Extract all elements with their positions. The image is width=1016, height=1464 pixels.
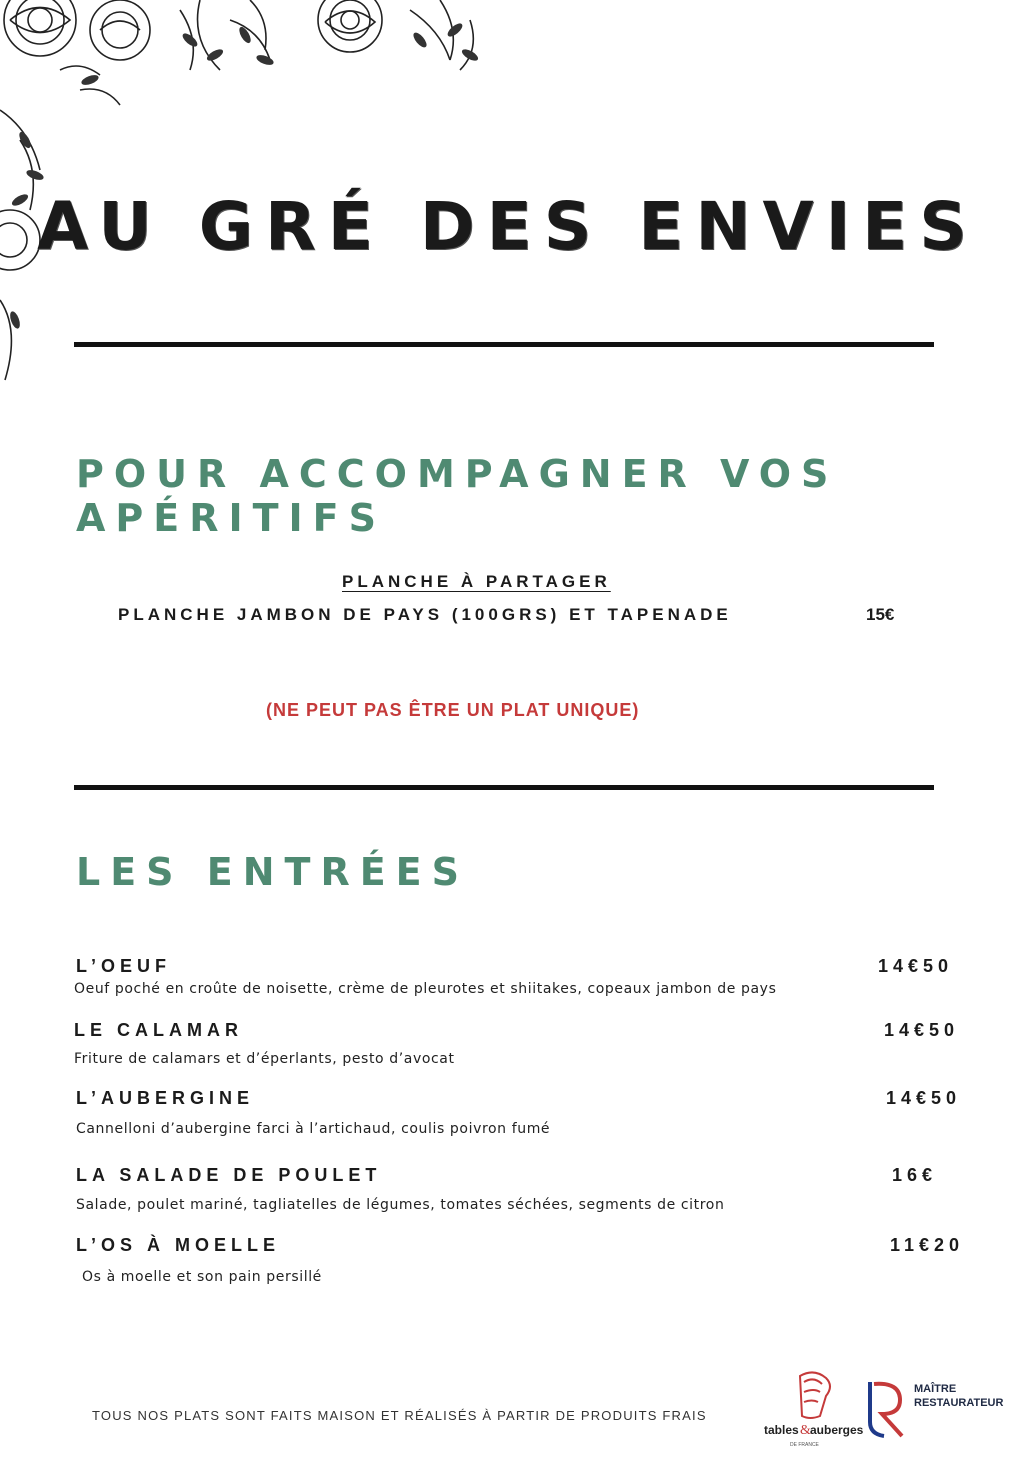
item-description: Cannelloni d’aubergine farci à l’artichaud, coulis poivron fumé: [76, 1121, 551, 1137]
item-name: L’OS À MOELLE: [76, 1235, 281, 1255]
item-price: 11€20: [890, 1235, 965, 1255]
tables-auberges-logo-icon: [760, 1368, 864, 1452]
item-price: 14€50: [878, 956, 954, 976]
item-price: 14€50: [884, 1020, 960, 1040]
svg-text:tables: tables: [764, 1423, 799, 1437]
divider: [74, 785, 934, 790]
planche-heading: PLANCHE À PARTAGER: [342, 572, 611, 591]
page-title: AU GRÉ DES ENVIES: [37, 188, 979, 265]
svg-text:auberges: auberges: [810, 1423, 864, 1437]
section-title-aperitifs: POUR ACCOMPAGNER VOS APÉRITIFS: [76, 452, 839, 540]
item-description: Oeuf poché en croûte de noisette, crème de pleurotes et shiitakes, copeaux jambon de pays: [74, 981, 777, 997]
section-title-entrees: LES ENTRÉES: [76, 850, 469, 894]
maitre-restaurateur-label: MAÎTRE RESTAURATEUR: [914, 1383, 1004, 1409]
footer-note: TOUS NOS PLATS SONT FAITS MAISON ET RÉALISÉS À PARTIR DE PRODUITS FRAIS: [92, 1408, 707, 1423]
item-description: Os à moelle et son pain persillé: [82, 1269, 322, 1285]
warning-note: (NE PEUT PAS ÊTRE UN PLAT UNIQUE): [266, 700, 640, 720]
divider: [74, 342, 934, 347]
item-description: Salade, poulet mariné, tagliatelles de légumes, tomates séchées, segments de citron: [76, 1197, 725, 1213]
svg-text:&: &: [800, 1423, 811, 1438]
planche-item-price: 15€: [866, 605, 895, 624]
svg-text:DE FRANCE: DE FRANCE: [790, 1442, 819, 1448]
item-name: LA SALADE DE POULET: [76, 1165, 382, 1185]
maitre-restaurateur-logo-icon: [866, 1380, 906, 1438]
item-price: 14€50: [886, 1088, 962, 1108]
item-name: LE CALAMAR: [74, 1020, 243, 1040]
item-description: Friture de calamars et d’éperlants, pesto d’avocat: [74, 1051, 455, 1067]
item-price: 16€: [892, 1165, 938, 1185]
item-name: L’AUBERGINE: [76, 1088, 255, 1108]
item-name: L’OEUF: [76, 956, 172, 976]
planche-item-name: PLANCHE JAMBON DE PAYS (100GRS) ET TAPENADE: [118, 605, 732, 624]
